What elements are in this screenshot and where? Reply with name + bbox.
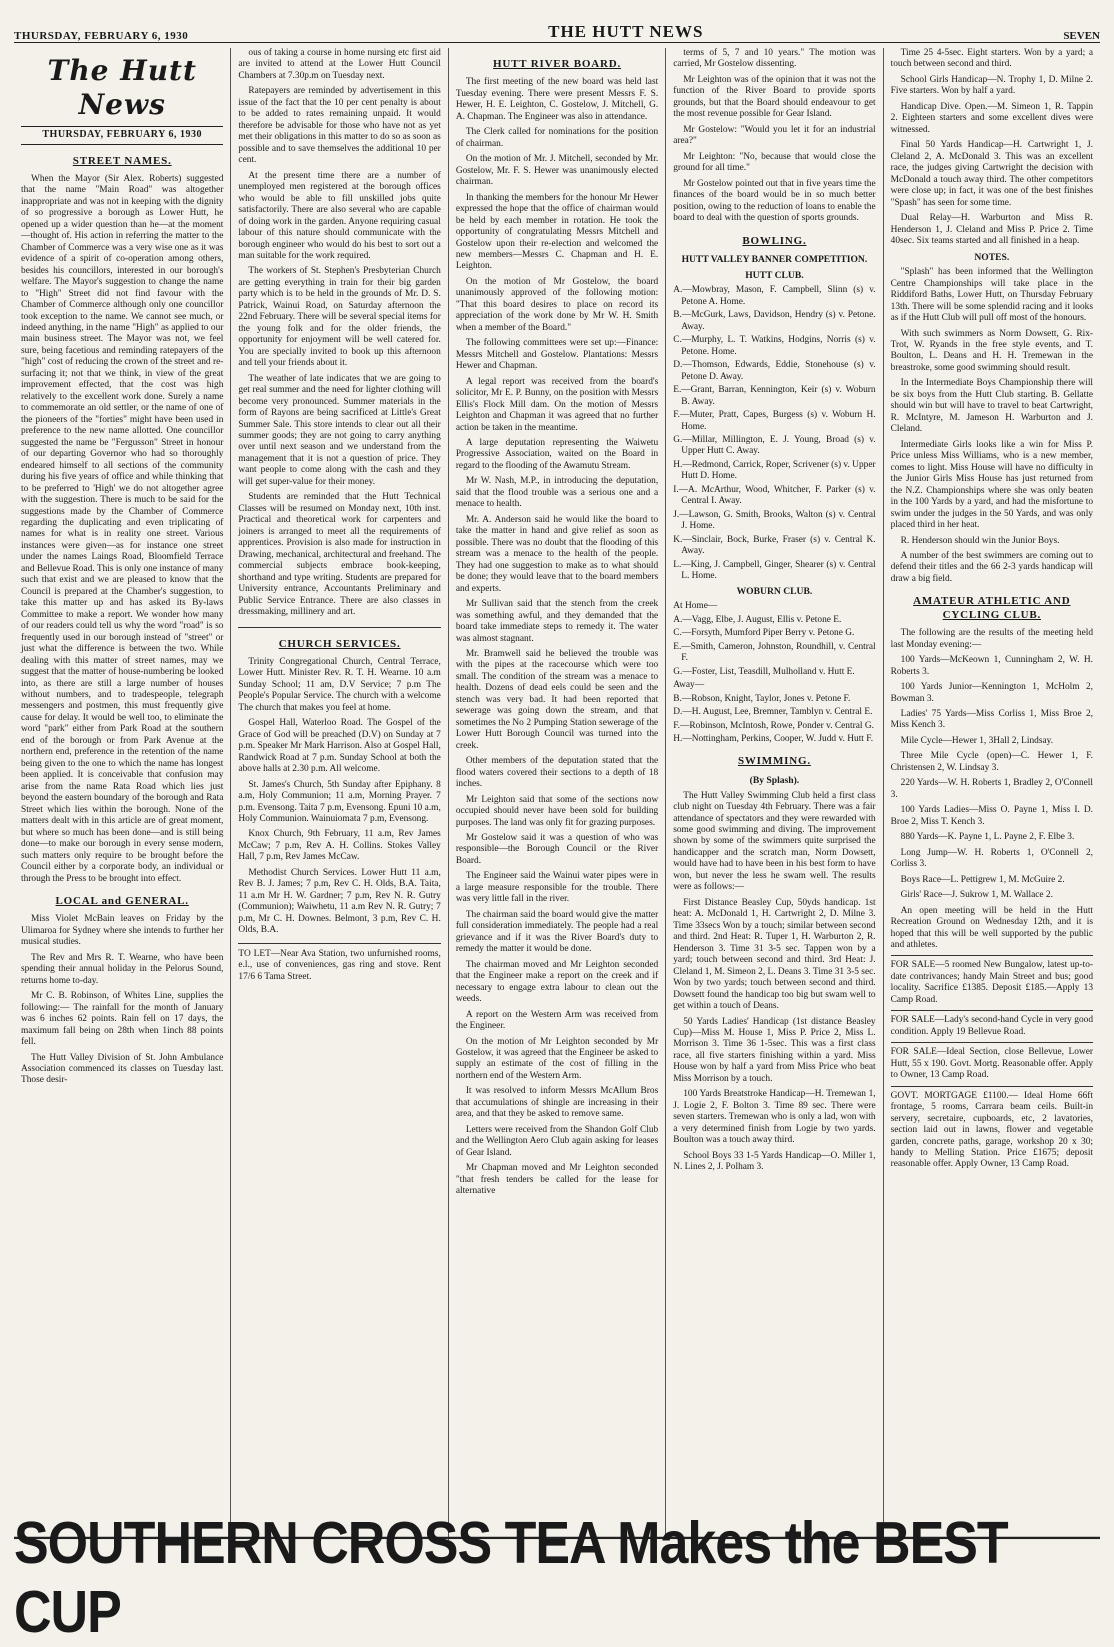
paragraph: Mr. A. Anderson said he would like the board to take the matter in hand and give relief as soon as possible. There was no doubt that the flooding of this stream was a menace to the health of the people. They had one suggestion to make as to what should be done; they would leave that to the board members and experts.: [455, 514, 659, 594]
notes-heading: NOTES.: [974, 251, 1010, 263]
paragraph: Ladies' 75 Yards—Miss Corliss 1, Miss Broe 2, Miss Kench 3.: [890, 709, 1094, 731]
notes-article: [891, 267, 1093, 585]
paragraph: The workers of St. Stephen's Presbyterian Church are getting everything in train for their big garden party which is to be held in the grounds of Mr. D. S. Patrick, Wainui Road, on Saturday afternoon the 22nd February. There will be several special items for the young folk and for the older friends, the opportunity for enjoyment will be well catered for. You are specially invited to book up this afternoon and tell your friends about it.: [238, 266, 441, 369]
swimming-heading: SWIMMING.: [737, 755, 811, 768]
paragraph: Knox Church, 9th February, 11 a.m, Rev James McCaw; 7 p.m, Rev A. H. Collins. Stokes Valley Hall, 7 p.m, Rev James McCaw.: [238, 829, 441, 863]
local-general-article: [21, 914, 223, 1087]
paragraph: C.—Murphy, L. T. Watkins, Hodgins, Norris (s) v. Petone. Home.: [673, 335, 876, 357]
local-general-heading: LOCAL and GENERAL.: [55, 894, 189, 907]
paragraph: 220 Yards—W. H. Roberts 1, Bradley 2, O'Connell 3.: [890, 778, 1094, 800]
paragraph: Girls' Race—J. Sukrow 1, M. Wallace 2.: [900, 890, 1053, 901]
paragraph: Away—: [673, 680, 705, 691]
paragraph: Students are reminded that the Hutt Technical Classes will be resumed on Monday next, 10th inst. Practical and theoretical work for carpenters and joiners is arranged to meet all the requirements of apprentices. Provision is also made for instruction in Drawing, mechanical, architectural and freehand. The commercial subjects embrace book-keeping, shorthand and type writing. Students are prepared for University entrance, Accountants Preliminary and Public Service Entrance. There are also classes in dressmaking, millinery and art.: [238, 492, 441, 618]
paragraph: 100 Yards Breatstroke Handicap—H. Tremewan 1, J. Logie 2, F. Bolton 3. Time 89 sec. There were seven starters. Tremewan who is only a lad, won with a very determined finish from Logie by two yards. Boulton was a touch away third.: [673, 1089, 876, 1146]
paragraph: R. Henderson should win the Junior Boys.: [900, 535, 1060, 546]
paragraph: Dual Relay—H. Warburton and Miss R. Henderson 1, J. Cleland and Miss P. Price 2. Time 40sec. Six teams started and all finished in a heap.: [890, 213, 1094, 247]
paragraph: The first meeting of the new board was held last Tuesday evening. There were present Messrs F. S. Hewer, H. E. Leighton, C. Gostelow, J. Mitchell, G. A. Chapman. The Engineer was also in attendance.: [455, 77, 659, 122]
hutt-club-list: [673, 285, 875, 582]
hutt-river-board-article: [456, 77, 658, 1197]
paragraph: Mr Gostelow: "Would you let it for an industrial area?": [673, 124, 876, 147]
paragraph: An open meeting will be held in the Hutt Recreation Ground on Wednesday 12th, and it is hoped that this will be well supported by the public and athletes.: [890, 905, 1094, 950]
paragraph: Methodist Church Services. Lower Hutt 11 a.m, Rev B. J. James; 7 p.m, Rev C. H. Olds, B.A. Taita, 11 a.m Mr H. W. Gardner; 7 p.m, Rev N. R. Gutry (Communion); Waiwhetu, 11 a.m Rev N. R. Gutry; 7 p.m, Mr C. H. Downes. Belmont, 3 p.m, Rev C. H. Olds, B.A.: [238, 867, 441, 936]
column-1: [14, 48, 231, 1540]
paragraph: Time 25 4-5sec. Eight starters. Won by a yard; a touch between second and third.: [890, 48, 1094, 70]
paragraph: D.—Thomson, Edwards, Eddie, Stonehouse (s) v. Petone D. Away.: [673, 360, 876, 382]
paragraph: In the Intermediate Boys Championship there will be six boys from the Hutt Club starting. B. Gellatte should win but will have to travel to beat Cartwright, R. McIntyre, M. Jameson H. Warburton and J. Cleland.: [890, 378, 1094, 435]
paragraph: B.—Robson, Knight, Taylor, Jones v. Petone F.: [673, 693, 851, 704]
swimming-continued: [891, 48, 1093, 248]
paragraph: GOVT. MORTGAGE £1100.— Ideal Home 66ft frontage, 5 rooms, Carrara beam ceils. Built-in servery, secretaire, cupboards, etc, 2 lavatories, section laid out in lawns, flower and vegetable garden, concrete paths, garage, workshop 20 x 30; handy to Melling Station. Price £1675; deposit reasonable offer. Apply Owner, 13 Camp Road.: [891, 1086, 1093, 1171]
church-services-article: [238, 657, 440, 937]
paragraph: FOR SALE—Ideal Section, close Bellevue, Lower Hutt, 55 x 190. Govt. Mortg. Reasonable offer. Apply to Owner, 13 Camp Road.: [891, 1042, 1093, 1081]
paragraph: The Engineer said the Wainui water pipes were in a large measure responsible for the trouble. There was very little fall in the river.: [455, 871, 659, 905]
paragraph: Handicap Dive. Open.—M. Simeon 1, R. Tappin 2. Eighteen starters and some excellent dives were witnessed.: [890, 101, 1094, 135]
paragraph: The Hutt Valley Swimming Club held a first class club night on Tuesday 4th February. There was a fair attendance of spectators and they were rewarded with some good swimming and diving. The improvement shown by some of the swimmers quite surprised the handicapper and the scratch man, Norm Dowsett, would have had to have been in his best form to have won, but never the less he swam well. The results were as follows:—: [673, 790, 876, 893]
paragraph: B.—McGurk, Laws, Davidson, Hendry (s) v. Petone. Away.: [673, 310, 876, 332]
woburn-club-heading: WOBURN CLUB.: [736, 585, 813, 597]
paragraph: Letters were received from the Shandon Golf Club and the Wellington Aero Club again asking for leases of Gear Island.: [455, 1124, 659, 1158]
paragraph: FOR SALE—Lady's second-hand Cycle in very good condition. Apply 19 Bellevue Road.: [891, 1010, 1093, 1038]
paragraph: Ratepayers are reminded by advertisement in this issue of the fact that the 10 per cent penalty is about to be added to rates remaining unpaid. It would therefore be advisable for those who have not as yet met their obligations in this matter to do so as soon as possible and to save themselves the additional 10 per cent.: [238, 86, 441, 166]
paragraph: terms of 5, 7 and 10 years." The motion was carried, Mr Gostelow dissenting.: [673, 48, 876, 70]
paragraph: School Girls Handicap—N. Trophy 1, D. Milne 2. Five starters. Won by half a yard.: [890, 74, 1094, 97]
paragraph: Mr Leighton said that some of the sections now occupied should never have been sold for building purposes. The land was only fit for grazing purposes.: [455, 794, 659, 828]
paragraph: Long Jump—W. H. Roberts 1, O'Connell 2, Corliss 3.: [890, 847, 1094, 870]
paragraph: E.—Grant, Barran, Kennington, Keir (s) v. Woburn B. Away.: [673, 385, 876, 407]
paragraph: Trinity Congregational Church, Central Terrace, Lower Hutt. Minister Rev. R. T. H. Wearne. 10 a.m Sunday School; 11 am, D.V Service; 7 p.m The People's Popular Service. The church with a welcome The church that makes you feel at home.: [238, 656, 441, 713]
paragraph: The Clerk called for nominations for the position of chairman.: [455, 127, 659, 149]
header-page-number: SEVEN: [1063, 30, 1100, 42]
bowling-heading: BOWLING.: [742, 234, 807, 247]
paragraph: A legal report was received from the board's solicitor, Mr E. P. Bunny, on the position with Messrs Ellis's Flock Mill dam. On the motion of Messrs Leighton and Chapman it was agreed that no further action be taken in the meantime.: [455, 376, 659, 433]
masthead: The Hutt News: [47, 54, 197, 122]
paragraph: 100 Yards Ladies—Miss O. Payne 1, Miss I. D. Broe 2, Miss T. Kench 3.: [890, 805, 1094, 827]
paragraph: A.—Mowbray, Mason, F. Campbell, Slinn (s) v. Petone A. Home.: [673, 285, 876, 307]
paragraph: 880 Yards—K. Payne 1, L. Payne 2, F. Elbe 3.: [900, 832, 1075, 843]
header-date: THURSDAY, FEBRUARY 6, 1930: [14, 30, 189, 42]
paragraph: Final 50 Yards Handicap—H. Cartwright 1, J. Cleland 2, A. McDonald 3. This was an excellent race, the judges giving Cartwright the decision with McDonald a touch away third. The other competitors were close up; in fact, it was one of the best finishes "Spash" has seen for some time.: [890, 140, 1094, 208]
river-board-continued: [673, 48, 875, 225]
paragraph: It was resolved to inform Messrs McAllum Bros that accumulations of shingle are increasing in their area, and that they be asked to remove same.: [455, 1086, 659, 1120]
divider: [238, 627, 440, 628]
paragraph: St. James's Church, 5th Sunday after Epiphany. 8 a.m, Holy Communion; 11 a.m, Morning Prayer. 7 p.m. Evensong. Taita 7 p.m, Evensong. Epuni 10 a.m, Holy Communion. Wainuiomata 7 p.m, Evensong.: [238, 779, 441, 824]
page-header: [14, 20, 1100, 43]
paragraph: Mr C. B. Robinson, of Whites Line, supplies the following:— The rainfall for the month of January was 6 inches 62 points. Rain fell on 17 days, the maximum fall being on 28th when 1inch 88 points fell.: [21, 991, 224, 1048]
paragraph: Miss Violet McBain leaves on Friday by the Ulimaroa for Sydney where she intends to further her musical studies.: [21, 914, 224, 948]
amateur-athletic-heading: AMATEUR ATHLETIC AND CYCLING CLUB.: [913, 595, 1071, 621]
paragraph: In thanking the members for the honour Mr Hewer expressed the hope that the office of chairman would be held by each member in rotation. He took the opportunity of congratulating Messrs Mitchell and Gostelow upon their re-election and welcomed the new members—Messrs C. Chapman and H. E. Leighton.: [455, 192, 659, 272]
paragraph: A report on the Western Arm was received from the Engineer.: [455, 1009, 659, 1032]
street-names-article: [21, 174, 223, 885]
local-general-continued: [238, 48, 440, 619]
paragraph: At the present time there are a number of unemployed men registered at the borough offices who would be able to fill unskilled jobs quite satisfactorily. There are also several who are capable of doing work in the garden. Anyone requiring casual labour of this nature should communicate with the borough engineer who would do his best to sort out a man suitable for the work required.: [238, 170, 441, 261]
paragraph: School Boys 33 1-5 Yards Handicap—O. Miller 1, N. Lines 2, J. Polham 3.: [673, 1150, 876, 1173]
column-2: [231, 48, 448, 1540]
woburn-club-list: [673, 601, 875, 745]
hutt-river-board-heading: HUTT RIVER BOARD.: [493, 58, 622, 70]
classified-adverts: [891, 955, 1093, 1171]
paragraph: D.—H. August, Lee, Bremner, Tamblyn v. Central E.: [673, 707, 873, 718]
tea-advert-banner: SOUTHERN CROSS TEA Makes the BEST CUP: [14, 1537, 1100, 1618]
paragraph: Mr Leighton: "No, because that would close the ground for all time.": [673, 151, 876, 174]
paragraph: Three Mile Cycle (open)—C. Hewer 1, F. Christensen 2, W. Lindsay 3.: [890, 751, 1094, 773]
header-paper-name: THE HUTT NEWS: [548, 22, 704, 41]
paragraph: Mr Sullivan said that the stench from the creek was something awful, and they demanded that the board take immediate steps to remedy it. The water was almost stagnant.: [455, 599, 659, 644]
paragraph: C.—Forsyth, Mumford Piper Berry v. Petone G.: [673, 628, 855, 639]
paragraph: With such swimmers as Norm Dowsett, G. Rix-Trot, W. Ryands in the free style events, and T. Boulton, L. Deans and H. H. Tremewan in the breastroke, some good swimming should result.: [890, 328, 1094, 373]
paragraph: A large deputation representing the Waiwetu Progressive Association, waited on the Board in regard to the flooding of the Awamutu Stream.: [455, 438, 659, 471]
paragraph: The following are the results of the meeting held last Monday evening:—: [890, 628, 1094, 650]
swimming-article: [673, 791, 875, 1174]
hutt-club-heading: HUTT CLUB.: [745, 269, 804, 281]
paragraph: A.—Vagg, Elbe, J. August, Ellis v. Petone E.: [673, 614, 842, 625]
paragraph: The following committees were set up:—Finance: Messrs Mitchell and Gostelow. Plantations: Messrs Hewer and Chapman.: [455, 338, 659, 372]
paragraph: On the motion of Mr Leighton seconded by Mr Gostelow, it was agreed that the Engineer be asked to supply an estimate of the cost of filling in the northern end of the Western Arm.: [455, 1036, 659, 1081]
paragraph: Intermediate Girls looks like a win for Miss P. Price unless Miss Williams, who is a new member, comes to light. Miss House will have no difficulty in the Junior Girls Miss House has just returned from the N.Z. Championships where she was only beaten in the 100 Yards by a yard, and had the misfortune to swim under the judges in the 50 Yards, and was only placed third in her heat.: [890, 439, 1094, 531]
paragraph: E.—Smith, Cameron, Johnston, Roundhill, v. Central F.: [673, 641, 876, 664]
paragraph: L.—King, J. Campbell, Ginger, Shearer (s) v. Central L. Home.: [673, 559, 876, 582]
paragraph: Mile Cycle—Hewer 1, 3Hall 2, Lindsay.: [900, 735, 1054, 746]
column-5: [884, 48, 1100, 1540]
bowling-subheading: HUTT VALLEY BANNER COMPETITION.: [681, 253, 868, 265]
paragraph: Other members of the deputation stated that the flood waters covered their sections to a depth of 18 inches.: [455, 756, 659, 790]
to-let-text: TO LET—Near Ava Station, two unfurnished rooms, e.l., use of conveniences, gas ring and stove. Rent 17/6 6 Tama Street.: [238, 948, 441, 982]
to-let-advert: [238, 943, 440, 983]
column-4: [666, 48, 883, 1540]
paragraph: The chairman said the board would give the matter full consideration immediately. The people had a real grievance and if it was the River Board's duty to remedy the matter it would be done.: [455, 909, 659, 955]
paragraph: Mr W. Nash, M.P., in introducing the deputation, said that the flood trouble was a serious one and a menace to health.: [455, 476, 659, 510]
paragraph: Mr Gostelow pointed out that in five years time the finances of the board would be in so much better position, owing to the reduction of loans to enable the board to deal with the question of sports grounds.: [673, 178, 876, 224]
paragraph: FOR SALE—5 roomed New Bungalow, latest up-to-date contrivances; handy Main Street and bus; good locality. Sacrifice £1385. Deposit £185.—Apply 13 Camp Road.: [891, 955, 1093, 1006]
paragraph: I.—A. McArthur, Wood, Whitcher, F. Parker (s) v. Central I. Away.: [673, 484, 876, 507]
paragraph: H.—Redmond, Carrick, Roper, Scrivener (s) v. Upper Hutt D. Home.: [673, 459, 876, 482]
paragraph: F.—Muter, Pratt, Capes, Burgess (s) v. Woburn H. Home.: [673, 410, 876, 432]
column-3: [449, 48, 666, 1540]
paragraph: J.—Lawson, G. Smith, Brooks, Walton (s) v. Central J. Home.: [673, 509, 876, 532]
masthead-date: THURSDAY, FEBRUARY 6, 1930: [21, 126, 223, 144]
paragraph: Mr Leighton was of the opinion that it was not the function of the River Board to provide sports grounds, but that the Board should endeavour to get the most revenue possible for Gear Island.: [673, 74, 876, 120]
church-services-heading: CHURCH SERVICES.: [278, 637, 401, 650]
paragraph: K.—Sinclair, Bock, Burke, Fraser (s) v. Central K. Away.: [673, 534, 876, 557]
paragraph: 50 Yards Ladies' Handicap (1st distance Beasley Cup)—Miss M. House 1, Miss P. Price 2, Miss L. Morrison 3. Time 36 1-5sec. This was a first class race, all five starters finishing within a yard. Miss House won by half a yard from Miss Price who beat Miss Morrison by a touch.: [673, 1016, 876, 1084]
columns: [14, 48, 1100, 1540]
paragraph: On the motion of Mr Gostelow, the board unanimously approved of the following motion: "That this board desires to place on record its appreciation of the work done by Mr W. H. Smith when a member of the Board.": [455, 276, 659, 333]
paragraph: When the Mayor (Sir Alex. Roberts) suggested that the name "Main Road" was altogether inappropriate and was not in keeping with the dignity of so progressive a borough as Lower Hutt, he opened up a wider question than he—at the moment—thought of. His action in referring the matter to the Chamber of Commerce was a very wise one as it was evidence of a spirit of co-operation among others, besides his councillors, interested in our borough's welfare. The Mayor's suggestion to change the name to "High" Street did not find favour with the Chamber of Commerce although only one councillor took exception to the name. We cannot see much, or indeed anything, in the name "High" as applied to our main business street. The Mayor was not, we feel sure, being facetious and reminding ratepayers of the "high" cost of reducing the crown of the street and re-surfacing it; not that we think, in view of the great improvement effected, that the cost was high relatively to the excellent work done. Surely a name to commemorate an old settler, or the name of one of the pioneers of the "forties" might have been used in preference to the new name allotted. One councillor suggested the name be "Fergusson" Street in honour of our departing Governor who had so thoroughly endeared himself to all sections of the community during his five years of office and while thinking that to be preferred to 'High' we do not altogether agree with the suggestion. There is much to be said for the suggestions made by the Chamber of Commerce regarding the duplicating and even triplicating of names for what is in reality one street. Various instances were given—as for instance one street under the names Laings Road, Bloomfield Terrace and Bellevue Road. This is only one instance of many such that exist and we are pleased to know that the Council is prepared at the Chamber's suggestion, to take this matter up and has asked its By-laws Committee to make a report. We wonder how many of our readers could tell us why the word "road" is so frequently used in our borough instead of "street" or just what the difference is between the two. While dealing with this matter of street names, may we suggest that the matter of house-numbering be looked into, as there are still a large number of houses without numbers, and to tradespeople, telegraph messengers and postmen, this must frequently give cause for delay. It would be well too, to eliminate the word "park" either from Park Road at the southern end of the borough or from Park Avenue at the northern end, preference in the retention of the name being given to the one to which the name has longest been applied. It is conceivable that confusion may arise from the name Rata Road which lies just beyond the eastern boundary of the borough and Rata Street which lies within the borough. None of the matters dealt with in this article are of great moment, but where so much has been done—and is still being done—to make our borough in every sense modern, such matters only require to be brought before the Council either by a corporate body, an individual or through the Press to be brought into effect.: [21, 173, 224, 884]
paragraph: At Home—: [673, 601, 718, 612]
paragraph: Gospel Hall, Waterloo Road. The Gospel of the Grace of God will be preached (D.V) on Sunday at 7 p.m. Speaker Mr Mark Harrison. Also at Gospel Hall, Randwick Road at 7 p.m. Sunday School at both the above halls at 2.30 p.m. All welcome.: [238, 718, 441, 775]
amateur-athletic-article: [891, 628, 1093, 951]
paragraph: 100 Yards Junior—Kennington 1, McHolm 2, Bowman 3.: [890, 682, 1094, 704]
paragraph: Mr. Bramwell said he believed the trouble was with the pipes at the racecourse which were too small. The condition of the stream was a menace to health. Dozens of dead eels could be seen and the stench was very bad. It had been reported that sewerage was going down the stream, and that sometimes the No 2 Pumping Station sewerage of the Lower Hutt Borough Council was turned into the creek.: [455, 648, 659, 751]
paragraph: G.—Millar, Millington, E. J. Young, Broad (s) v. Upper Hutt C. Away.: [673, 435, 876, 457]
paragraph: Mr Chapman moved and Mr Leighton seconded "that fresh tenders be called for the lease for alternative: [455, 1163, 659, 1197]
paragraph: F.—Robinson, McIntosh, Rowe, Ponder v. Central G.: [673, 720, 874, 731]
paragraph: The Rev and Mrs R. T. Wearne, who have been spending their annual holiday in the Pelorus Sound, returns home to-day.: [21, 952, 224, 986]
paragraph: H.—Nottingham, Perkins, Cooper, W. Judd v. Hutt F.: [673, 734, 874, 745]
paragraph: A number of the best swimmers are coming out to defend their titles and the 66 2-3 yards handicap will draw a big field.: [890, 550, 1094, 584]
paragraph: The Hutt Valley Division of St. John Ambulance Association commenced its classes on Tuesday last. Those desir-: [21, 1052, 224, 1086]
paragraph: The chairman moved and Mr Leighton seconded that the Engineer make a report on the creek and if necessary to engage extra labour to clean out the weeds.: [455, 959, 659, 1005]
paragraph: 100 Yards—McKeown 1, Cunningham 2, W. H. Roberts 3.: [890, 655, 1094, 677]
street-names-heading: STREET NAMES.: [72, 154, 172, 167]
paragraph: "Splash" has been informed that the Wellington Centre Championships will take place in the Riddiford Baths, Lower Hutt, on Thursday February 13th. There will be some splendid racing and it looks as if the Hutt Club will pull off most of the honours.: [890, 267, 1094, 324]
paragraph: Mr Gostelow said it was a question of who was responsible—the Borough Council or the River Board.: [455, 833, 659, 866]
paragraph: ous of taking a course in home nursing etc first aid are invited to attend at the Lower Hutt Council Chambers at 7.30p.m on Tuesday next.: [238, 48, 441, 81]
paragraph: Boys Race—L. Pettigrew 1, M. McGuire 2.: [900, 874, 1065, 885]
paragraph: First Distance Beasley Cup, 50yds handicap. 1st heat: A. McDonald 1, H. Cartwright 2, D. Milne 3. Time 33secs Won by a touch; similar between second and third. 2nd Heat: R. Tuper 1, H. Warburton 2, R. Henderson 3. Time 31 3-5 sec. Tappen won by a yard; touch between second and third. 3rd Heat: J. Cleland 1, M. Simeon 2, L. Deans 3. Time 31 3-5 sec. Won by two yards; touch between second and third. Dowsett found the handicap too big but swam well to get within a touch of Deans.: [673, 897, 876, 1012]
paragraph: G.—Foster, List, Teasdill, Mulholland v. Hutt E.: [673, 666, 855, 677]
paragraph: The weather of late indicates that we are going to get real summer and the need for lighter clothing will become very pronounced. Summer materials in the form of Rayons are being sacrificed at Little's Great Summer Sale. This store intends to clear out all their summer goods; they are not going to carry anything over until next season and we understand from the management that it is not a question of price. They want people to come along with the cash and they will get super-value for their money.: [238, 373, 441, 487]
swimming-byline: (By Splash).: [749, 774, 800, 786]
paragraph: On the motion of Mr. J. Mitchell, seconded by Mr. Gostelow, Mr. F. S. Hewer was unanimously elected chairman.: [455, 154, 659, 188]
